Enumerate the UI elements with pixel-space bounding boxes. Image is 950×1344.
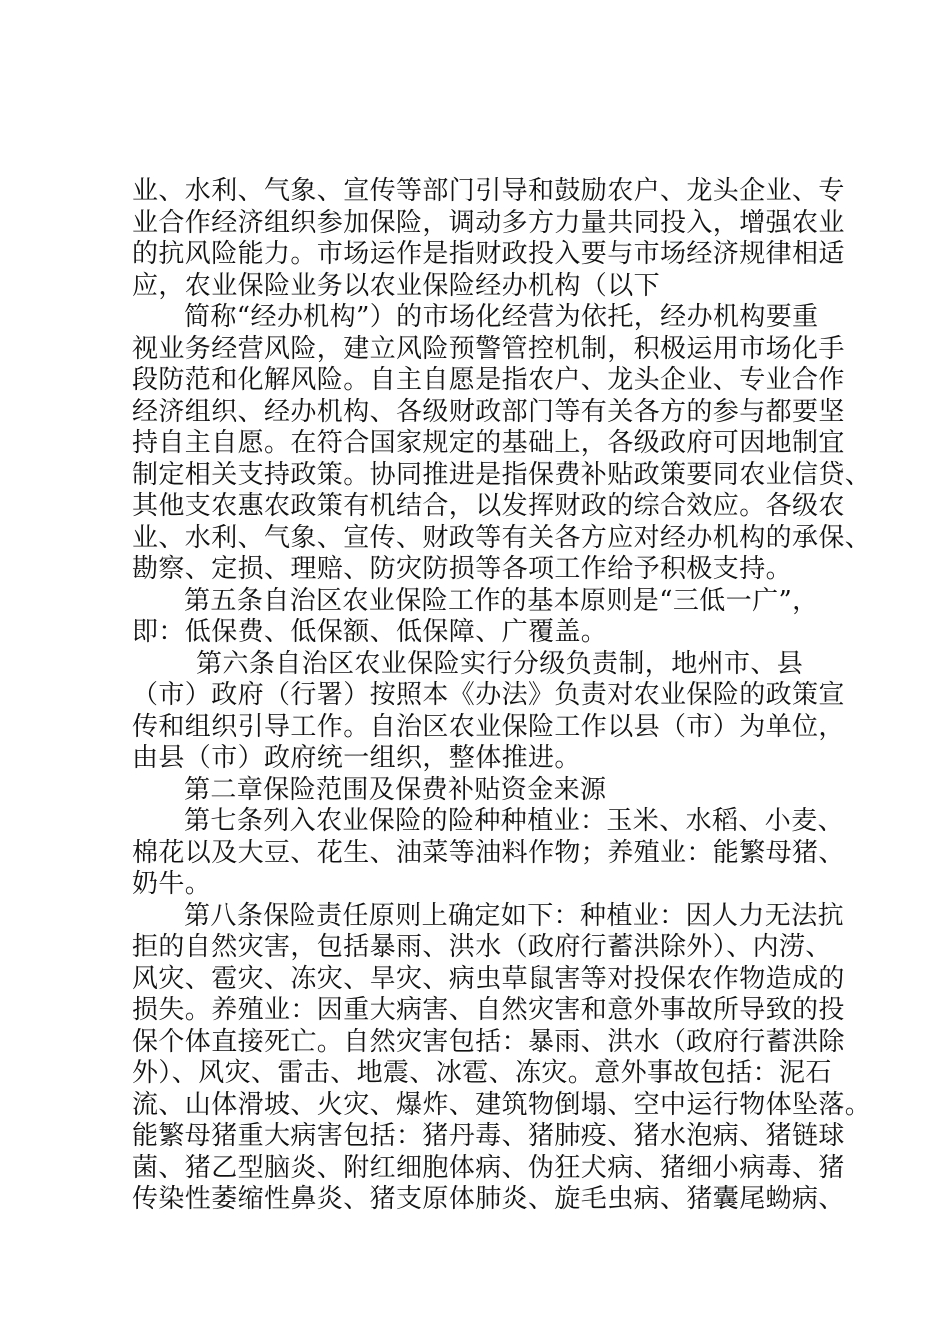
text-line: 经济组织、经办机构、各级财政部门等有关各方的参与都要坚 xyxy=(132,396,845,427)
text-line: 棉花以及大豆、花生、油菜等油料作物；养殖业：能繁母猪、 xyxy=(132,837,845,868)
text-line: 业、水利、气象、宣传等部门引导和鼓励农户、龙头企业、专 xyxy=(132,176,845,206)
text-line: 外）、风灾、雷击、地震、冰雹、冻灾。意外事故包括：泥石 xyxy=(132,1058,832,1088)
text-line: 视业务经营风险，建立风险预警管控机制，积极运用市场化手 xyxy=(132,333,845,364)
text-line: 奶牛。 xyxy=(132,869,212,899)
text-line: 由县（市）政府统一组织，整体推进。 xyxy=(132,743,581,773)
text-line: 的抗风险能力。市场运作是指财政投入要与市场经济规律相适 xyxy=(132,239,845,269)
text-line: 流、山体滑坡、火灾、爆炸、建筑物倒塌、空中运行物体坠落。 xyxy=(132,1089,872,1120)
document-body xyxy=(132,176,872,1216)
chapter-2-heading: 第二章保险范围及保费补贴资金来源 xyxy=(184,774,607,805)
text-line: 能繁母猪重大病害包括：猪丹毒、猪肺疫、猪水泡病、猪链球 xyxy=(132,1121,845,1151)
article-5-heading: 第五条自治区农业保险工作的基本原则是“三低一广”， xyxy=(184,585,819,616)
text-line: 传和组织引导工作。自治区农业保险工作以县（市）为单位， xyxy=(132,711,845,742)
text-line: 制定相关支持政策。协同推进是指保费补贴政策要同农业信贷、 xyxy=(132,459,872,490)
text-line: 风灾、雹灾、冻灾、旱灾、病虫草鼠害等对投保农作物造成的 xyxy=(132,963,845,994)
article-7-heading: 第七条列入农业保险的险种种植业：玉米、水稻、小麦、 xyxy=(184,806,845,836)
text-line: 业、水利、气象、宣传、财政等有关各方应对经办机构的承保、 xyxy=(132,522,872,553)
text-line: 勘察、定损、理赔、防灾防损等各项工作给予积极支持。 xyxy=(132,554,793,584)
text-line: 段防范和化解风险。自主自愿是指农户、龙头企业、专业合作 xyxy=(132,365,845,395)
text-line: 简称“经办机构”）的市场化经营为依托，经办机构要重 xyxy=(184,302,819,332)
text-line: 拒的自然灾害，包括暴雨、洪水（政府行蓄洪除外）、内涝、 xyxy=(132,932,832,962)
text-line: 业合作经济组织参加保险，调动多方力量共同投入，增强农业 xyxy=(132,207,845,238)
text-line: 传染性萎缩性鼻炎、猪支原体肺炎、旋毛虫病、猪囊尾蚴病、 xyxy=(132,1184,845,1214)
article-8-heading: 第八条保险责任原则上确定如下：种植业：因人力无法抗 xyxy=(184,900,845,931)
article-6-heading: 第六条自治区农业保险实行分级负责制，地州市、县 xyxy=(196,648,804,679)
text-line: 菌、猪乙型脑炎、附红细胞体病、伪狂犬病、猪细小病毒、猪 xyxy=(132,1152,845,1183)
text-line: 应，农业保险业务以农业保险经办机构（以下 xyxy=(132,270,661,301)
text-line: 即：低保费、低保额、低保障、广覆盖。 xyxy=(132,617,608,647)
text-line: 保个体直接死亡。自然灾害包括：暴雨、洪水（政府行蓄洪除 xyxy=(132,1026,845,1057)
text-line: 损失。养殖业：因重大病害、自然灾害和意外事故所导致的投 xyxy=(132,995,845,1025)
text-line: 持自主自愿。在符合国家规定的基础上，各级政府可因地制宜 xyxy=(132,428,845,458)
text-line: （市）政府（行署）按照本《办法》负责对农业保险的政策宣 xyxy=(132,680,845,710)
text-line: 其他支农惠农政策有机结合，以发挥财政的综合效应。各级农 xyxy=(132,491,845,521)
